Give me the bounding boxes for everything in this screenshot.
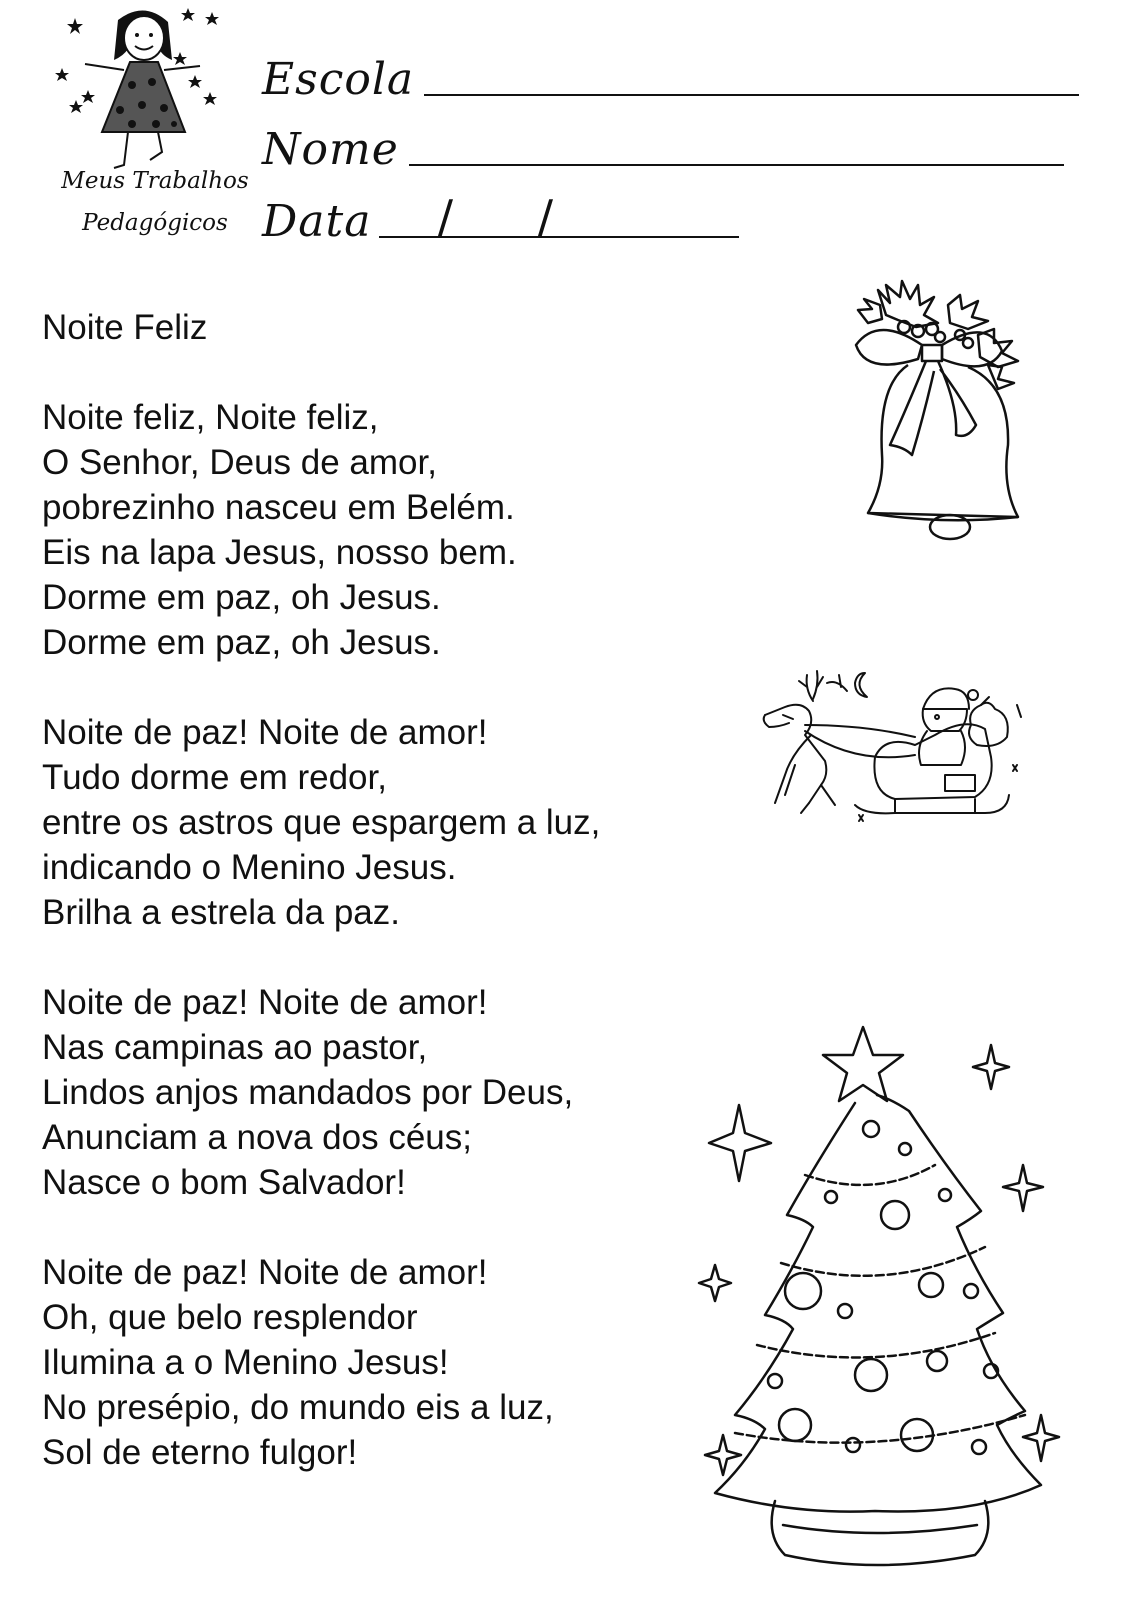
logo — [40, 0, 270, 250]
nome-field — [262, 124, 1064, 175]
poem-line: Sol de eterno fulgor! — [42, 1433, 358, 1472]
poem-line: indicando o Menino Jesus. — [42, 848, 457, 887]
poem-line: Lindos anjos mandados por Deus, — [42, 1073, 574, 1112]
poem-line: Nas campinas ao pastor, — [42, 1028, 428, 1067]
christmas-tree-illustration — [695, 1015, 1065, 1575]
stanza-1 — [42, 395, 702, 665]
poem-line: entre os astros que espargem a luz, — [42, 803, 601, 842]
poem-line: Noite de paz! Noite de amor! — [42, 713, 488, 752]
poem-line: No presépio, do mundo eis a luz, — [42, 1388, 554, 1427]
data-input-line[interactable] — [379, 190, 739, 244]
nome-label: Nome — [262, 124, 399, 175]
poem-line: pobrezinho nasceu em Belém. — [42, 488, 515, 527]
poem — [42, 305, 702, 1520]
girl-with-stars-icon — [40, 0, 270, 180]
nome-input-line[interactable] — [409, 164, 1064, 166]
logo-text-line1: Meus Trabalhos — [61, 168, 249, 194]
escola-label: Escola — [262, 54, 415, 105]
logo-text-line2: Pedagógicos — [82, 210, 228, 236]
data-field — [262, 190, 739, 247]
poem-line: Nasce o bom Salvador! — [42, 1163, 406, 1202]
christmas-bell-icon — [838, 275, 1038, 545]
poem-line: Eis na lapa Jesus, nosso bem. — [42, 533, 517, 572]
poem-line: Brilha a estrela da paz. — [42, 893, 400, 932]
escola-field — [262, 54, 1079, 105]
date-separator: / — [537, 190, 553, 244]
christmas-bell-illustration — [838, 275, 1038, 545]
christmas-tree-icon — [695, 1015, 1065, 1575]
poem-line: Dorme em paz, oh Jesus. — [42, 623, 441, 662]
poem-line: O Senhor, Deus de amor, — [42, 443, 437, 482]
santa-sleigh-icon — [755, 665, 1030, 830]
poem-line: Anunciam a nova dos céus; — [42, 1118, 472, 1157]
escola-input-line[interactable] — [424, 94, 1079, 96]
date-separator: / — [437, 190, 453, 244]
poem-line: Oh, que belo resplendor — [42, 1298, 418, 1337]
poem-line: Tudo dorme em redor, — [42, 758, 387, 797]
data-label: Data — [262, 196, 372, 247]
stanza-4 — [42, 1250, 702, 1475]
santa-sleigh-illustration — [755, 665, 1030, 830]
poem-line: Ilumina a o Menino Jesus! — [42, 1343, 449, 1382]
poem-title: Noite Feliz — [42, 308, 208, 347]
poem-line: Noite de paz! Noite de amor! — [42, 983, 488, 1022]
stanza-3 — [42, 980, 702, 1205]
stanza-2 — [42, 710, 702, 935]
poem-line: Noite feliz, Noite feliz, — [42, 398, 379, 437]
poem-line: Noite de paz! Noite de amor! — [42, 1253, 488, 1292]
poem-line: Dorme em paz, oh Jesus. — [42, 578, 441, 617]
